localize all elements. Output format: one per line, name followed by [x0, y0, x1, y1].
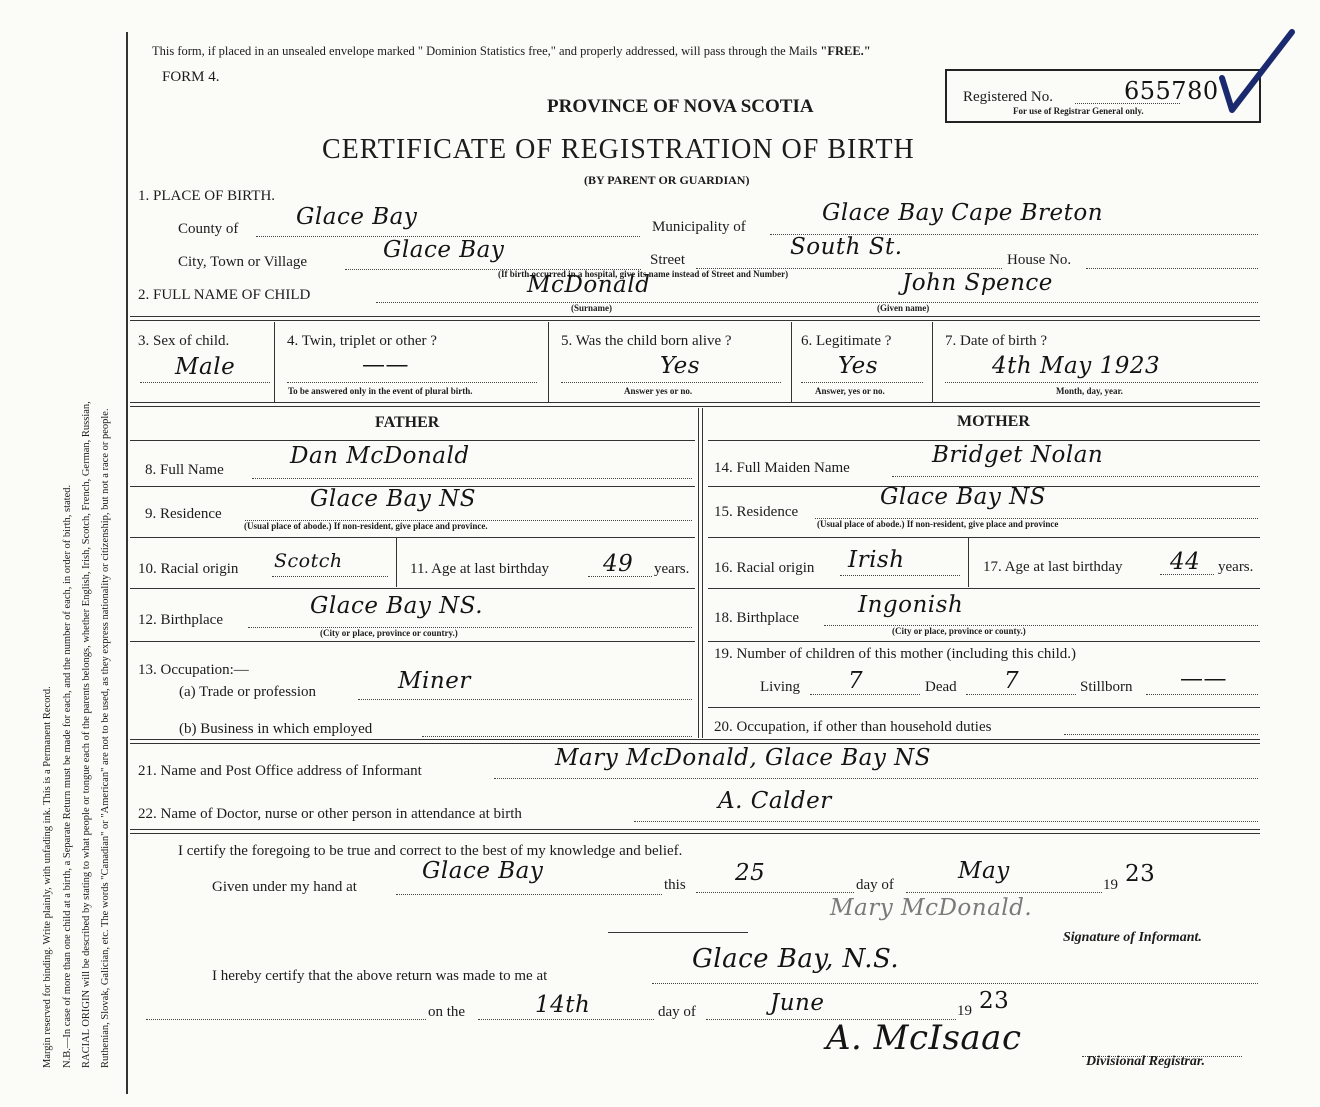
mother-birthplace-label: 18. Birthplace	[714, 610, 799, 626]
registrar-caption: Divisional Registrar.	[1086, 1054, 1206, 1069]
province-heading: PROVINCE OF NOVA SCOTIA	[547, 96, 814, 117]
registered-number-value: 655780	[1124, 77, 1219, 105]
father-residence-value: Glace Bay NS	[310, 486, 477, 512]
mother-age-label: 17. Age at last birthday	[983, 559, 1123, 575]
registrar-day-of-label: day of	[658, 1004, 696, 1020]
given-month-value: May	[958, 858, 1010, 884]
twin-note: To be answered only in the event of plural birth.	[288, 386, 473, 396]
margin-note-racial-origin-cont: Ruthenian, Slovak, Galician, etc. The words "Canadian" or "American" are not to be used, as they express nationality or citizenship, but not a race or people.	[100, 408, 111, 1068]
living-value: 7	[848, 668, 864, 694]
registrar-day-value: 14th	[535, 992, 591, 1018]
father-name-value: Dan McDonald	[290, 443, 470, 469]
this-label: this	[664, 877, 686, 893]
sex-value: Male	[175, 354, 236, 380]
place-of-birth-heading: 1. PLACE OF BIRTH.	[138, 188, 276, 204]
given-at-label: Given under my hand at	[212, 879, 357, 895]
certification-statement: I certify the foregoing to be true and correct to the best of my knowledge and belief.	[178, 843, 683, 859]
twin-value: ——	[362, 352, 409, 378]
stillborn-label: Stillborn	[1080, 679, 1133, 695]
given-year-value: 23	[1125, 861, 1156, 887]
registrar-signature: A. McIsaac	[826, 1018, 1022, 1058]
father-birthplace-label: 12. Birthplace	[138, 612, 223, 628]
county-value: Glace Bay	[296, 204, 418, 230]
born-alive-note: Answer yes or no.	[624, 386, 693, 396]
certificate-subtitle: (BY PARENT OR GUARDIAN)	[584, 173, 750, 187]
father-heading: FATHER	[375, 414, 440, 431]
mother-heading: MOTHER	[957, 413, 1030, 430]
mother-occupation-label: 20. Occupation, if other than household duties	[714, 719, 992, 735]
date-of-birth-value: 4th May 1923	[992, 353, 1161, 379]
mother-racial-origin-value: Irish	[848, 547, 905, 573]
given-name-caption: (Given name)	[877, 303, 930, 313]
father-residence-label: 9. Residence	[145, 506, 222, 522]
trade-label: (a) Trade or profession	[179, 684, 317, 700]
given-year-prefix: 19	[1103, 877, 1118, 893]
legitimate-label: 6. Legitimate ?	[801, 333, 892, 349]
county-label: County of	[178, 221, 239, 237]
street-label: Street	[650, 252, 685, 268]
doctor-label: 22. Name of Doctor, nurse or other person in attendance at birth	[138, 806, 522, 822]
margin-note-multiple-births: N.B.—In case of more than one child at a birth, a Separate Return must be made for each, and the number of each, in order of birth, stated.	[62, 484, 73, 1068]
surname-caption: (Surname)	[571, 303, 612, 313]
given-day-value: 25	[735, 860, 766, 886]
father-occupation-label: 13. Occupation:—	[138, 662, 249, 678]
doctor-value: A. Calder	[718, 788, 832, 814]
street-value: South St.	[790, 234, 903, 260]
twin-label: 4. Twin, triplet or other ?	[287, 333, 437, 349]
child-surname-value: McDonald	[527, 272, 651, 298]
registrar-year-value: 23	[979, 988, 1010, 1014]
born-alive-label: 5. Was the child born alive ?	[561, 333, 732, 349]
father-name-label: 8. Full Name	[145, 462, 224, 478]
father-age-unit: years.	[654, 561, 690, 577]
mother-birthplace-value: Ingonish	[858, 592, 964, 618]
margin-note-binding: Margin reserved for binding. Write plainly, with unfading ink. This is a Permanent Record.	[42, 686, 53, 1068]
father-birthplace-value: Glace Bay NS.	[310, 593, 484, 619]
hospital-note: (If birth occurred in a hospital, give its name instead of Street and Number)	[498, 269, 789, 279]
municipality-label: Municipality of	[652, 219, 746, 235]
legitimate-value: Yes	[838, 353, 879, 379]
date-of-birth-note: Month, day, year.	[1056, 386, 1123, 396]
born-alive-value: Yes	[660, 353, 701, 379]
mother-age-value: 44	[1170, 549, 1201, 575]
informant-label: 21. Name and Post Office address of Informant	[138, 763, 422, 779]
margin-note-racial-origin: RACIAL ORIGIN will be described by stating to what people or tongue each of the parents belongs, whether English, Irish, Scotch, French, German, Russian,	[81, 401, 92, 1068]
informant-signature-caption: Signature of Informant.	[1063, 930, 1202, 945]
business-label: (b) Business in which employed	[179, 721, 373, 737]
mother-residence-label: 15. Residence	[714, 504, 799, 520]
form-number: FORM 4.	[162, 69, 220, 85]
city-value: Glace Bay	[383, 237, 505, 263]
mother-name-label: 14. Full Maiden Name	[714, 460, 850, 476]
dead-label: Dead	[925, 679, 957, 695]
given-day-of-label: day of	[856, 877, 894, 893]
margin-rule	[126, 32, 128, 1094]
date-of-birth-label: 7. Date of birth ?	[945, 333, 1048, 349]
registered-number-label: Registered No.	[963, 89, 1053, 105]
registrar-place-value: Glace Bay, N.S.	[692, 944, 900, 974]
living-label: Living	[760, 679, 800, 695]
child-name-label: 2. FULL NAME OF CHILD	[138, 287, 311, 303]
informant-signature: Mary McDonald.	[830, 895, 1033, 921]
father-residence-note: (Usual place of abode.) If non-resident, give place and province.	[244, 521, 488, 531]
city-label: City, Town or Village	[178, 254, 308, 270]
trade-value: Miner	[398, 668, 471, 694]
mother-name-value: Bridget Nolan	[932, 442, 1104, 468]
registrar-month-value: June	[770, 990, 825, 1016]
dead-value: 7	[1004, 668, 1020, 694]
mother-birthplace-note: (City or place, province or county.)	[892, 626, 1026, 636]
registrar-general-note: For use of Registrar General only.	[1013, 106, 1144, 116]
child-given-name-value: John Spence	[902, 270, 1053, 296]
municipality-value: Glace Bay Cape Breton	[822, 200, 1104, 226]
informant-value: Mary McDonald, Glace Bay NS	[555, 745, 932, 771]
postal-note: This form, if placed in an unsealed envelope marked " Dominion Statistics free," and properly addressed, will pass through the Mails "FREE."	[152, 44, 871, 58]
registrar-statement: I hereby certify that the above return was made to me at	[212, 968, 548, 984]
mother-age-unit: years.	[1218, 559, 1254, 575]
children-count-label: 19. Number of children of this mother (including this child.)	[714, 646, 1077, 662]
registrar-on-label: on the	[428, 1004, 466, 1020]
father-age-value: 49	[603, 551, 634, 577]
father-racial-origin-value: Scotch	[274, 550, 343, 572]
registrar-year-prefix: 19	[957, 1003, 972, 1019]
father-age-label: 11. Age at last birthday	[410, 561, 549, 577]
parents-divider	[698, 408, 703, 738]
father-birthplace-note: (City or place, province or country.)	[320, 628, 458, 638]
mother-residence-note: (Usual place of abode.) If non-resident, give place and province	[817, 519, 1059, 529]
legitimate-note: Answer, yes or no.	[815, 386, 885, 396]
mother-residence-value: Glace Bay NS	[880, 484, 1047, 510]
given-at-value: Glace Bay	[422, 858, 544, 884]
mother-racial-origin-label: 16. Racial origin	[714, 560, 815, 576]
house-no-label: House No.	[1007, 252, 1072, 268]
certificate-title: CERTIFICATE OF REGISTRATION OF BIRTH	[322, 134, 915, 165]
check-mark-icon	[1218, 28, 1298, 118]
sex-label: 3. Sex of child.	[138, 333, 230, 349]
father-racial-origin-label: 10. Racial origin	[138, 561, 239, 577]
stillborn-value: ——	[1180, 666, 1227, 692]
